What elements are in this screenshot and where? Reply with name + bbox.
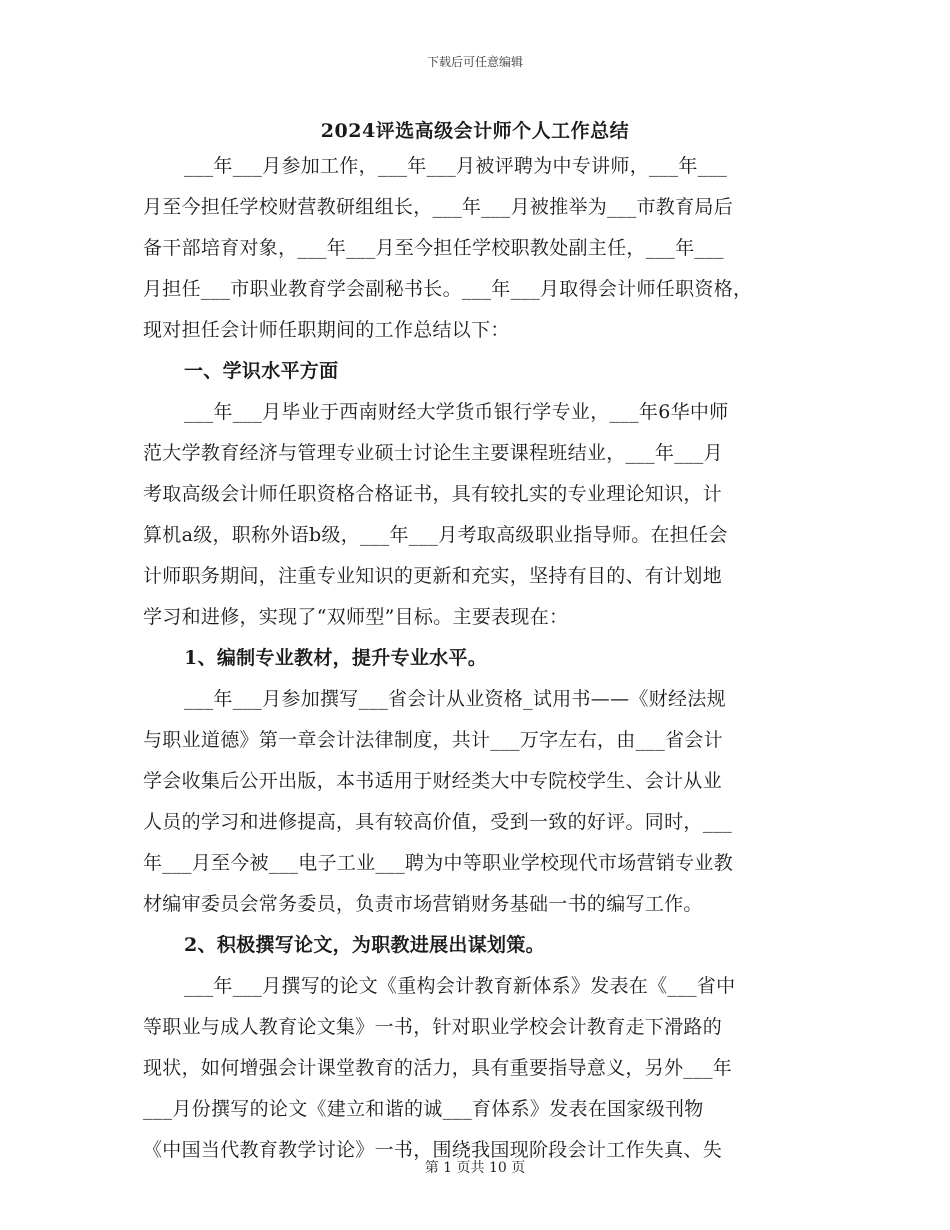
paragraph-line: ___年___月毕业于西南财经大学货币银行学专业，___年6华中师 xyxy=(184,401,729,423)
paragraph-line: 学会收集后公开出版，本书适用于财经类大中专院校学生、会计从业 xyxy=(143,770,723,792)
paragraph-line: 计师职务期间，注重专业知识的更新和充实，坚持有目的、有计划地 xyxy=(143,565,723,587)
paragraph-line: 现对担任会计师任职期间的工作总结以下： xyxy=(143,319,510,341)
paragraph-line: ___年___月撰写的论文《重构会计教育新体系》发表在《___省中 xyxy=(184,975,736,997)
paragraph-line: 月至今担任学校财营教研组组长，___年___月被推举为___市教育局后 xyxy=(143,196,734,218)
subsection-heading: 2、积极撰写论文，为职教进展出谋划策。 xyxy=(184,934,545,956)
section-heading: 一、学识水平方面 xyxy=(184,360,339,382)
page-header: 下载后可任意编辑 xyxy=(426,55,523,69)
paragraph-line: 月担任___市职业教育学会副秘书长。___年___月取得会计师任职资格， xyxy=(143,278,753,300)
subsection-heading: 1、编制专业教材，提升专业水平。 xyxy=(184,647,488,669)
page-footer: 第 1 页共 10 页 xyxy=(424,1160,526,1176)
paragraph-line: ___年___月参加撰写___省会计从业资格_试用书——《财经法规 xyxy=(184,688,726,710)
document-body xyxy=(143,146,807,1171)
paragraph-line: 现状，如何增强会计课堂教育的活力，具有重要指导意义，另外___年 xyxy=(143,1057,733,1079)
paragraph-line: 人员的学习和进修提高，具有较高价值，受到一致的好评。同时，___ xyxy=(143,811,733,833)
paragraph-line: ___年___月参加工作，___年___月被评聘为中专讲师，___年___ xyxy=(184,155,728,177)
paragraph-line: 材编审委员会常务委员，负责市场营销财务基础一书的编写工作。 xyxy=(143,893,703,915)
paragraph-line: 《中国当代教育教学讨论》一书，围绕我国现阶段会计工作失真、失 xyxy=(143,1139,723,1161)
document-title: 2024评选高级会计师个人工作总结 xyxy=(320,120,630,142)
paragraph-line: 算机a级，职称外语b级，___年___月考取高级职业指导师。在担任会 xyxy=(143,524,728,546)
paragraph-line: 范大学教育经济与管理专业硕士讨论生主要课程班结业，___年___月 xyxy=(143,442,723,464)
paragraph-line: 与职业道德》第一章会计法律制度，共计___万字左右，由___省会计 xyxy=(143,729,723,751)
paragraph-line: 备干部培育对象，___年___月至今担任学校职教处副主任，___年___ xyxy=(143,237,724,259)
paragraph-line: 考取高级会计师任职资格合格证书，具有较扎实的专业理论知识，计 xyxy=(143,483,723,505)
paragraph-line: 年___月至今被___电子工业___聘为中等职业学校现代市场营销专业教 xyxy=(143,852,734,874)
paragraph-line: 等职业与成人教育论文集》一书，针对职业学校会计教育走下滑路的 xyxy=(143,1016,723,1038)
paragraph-line: 学习和进修，实现了“双师型”目标。主要表现在： xyxy=(143,606,569,628)
paragraph-line: ___月份撰写的论文《建立和谐的诚___育体系》发表在国家级刊物 xyxy=(143,1098,704,1120)
